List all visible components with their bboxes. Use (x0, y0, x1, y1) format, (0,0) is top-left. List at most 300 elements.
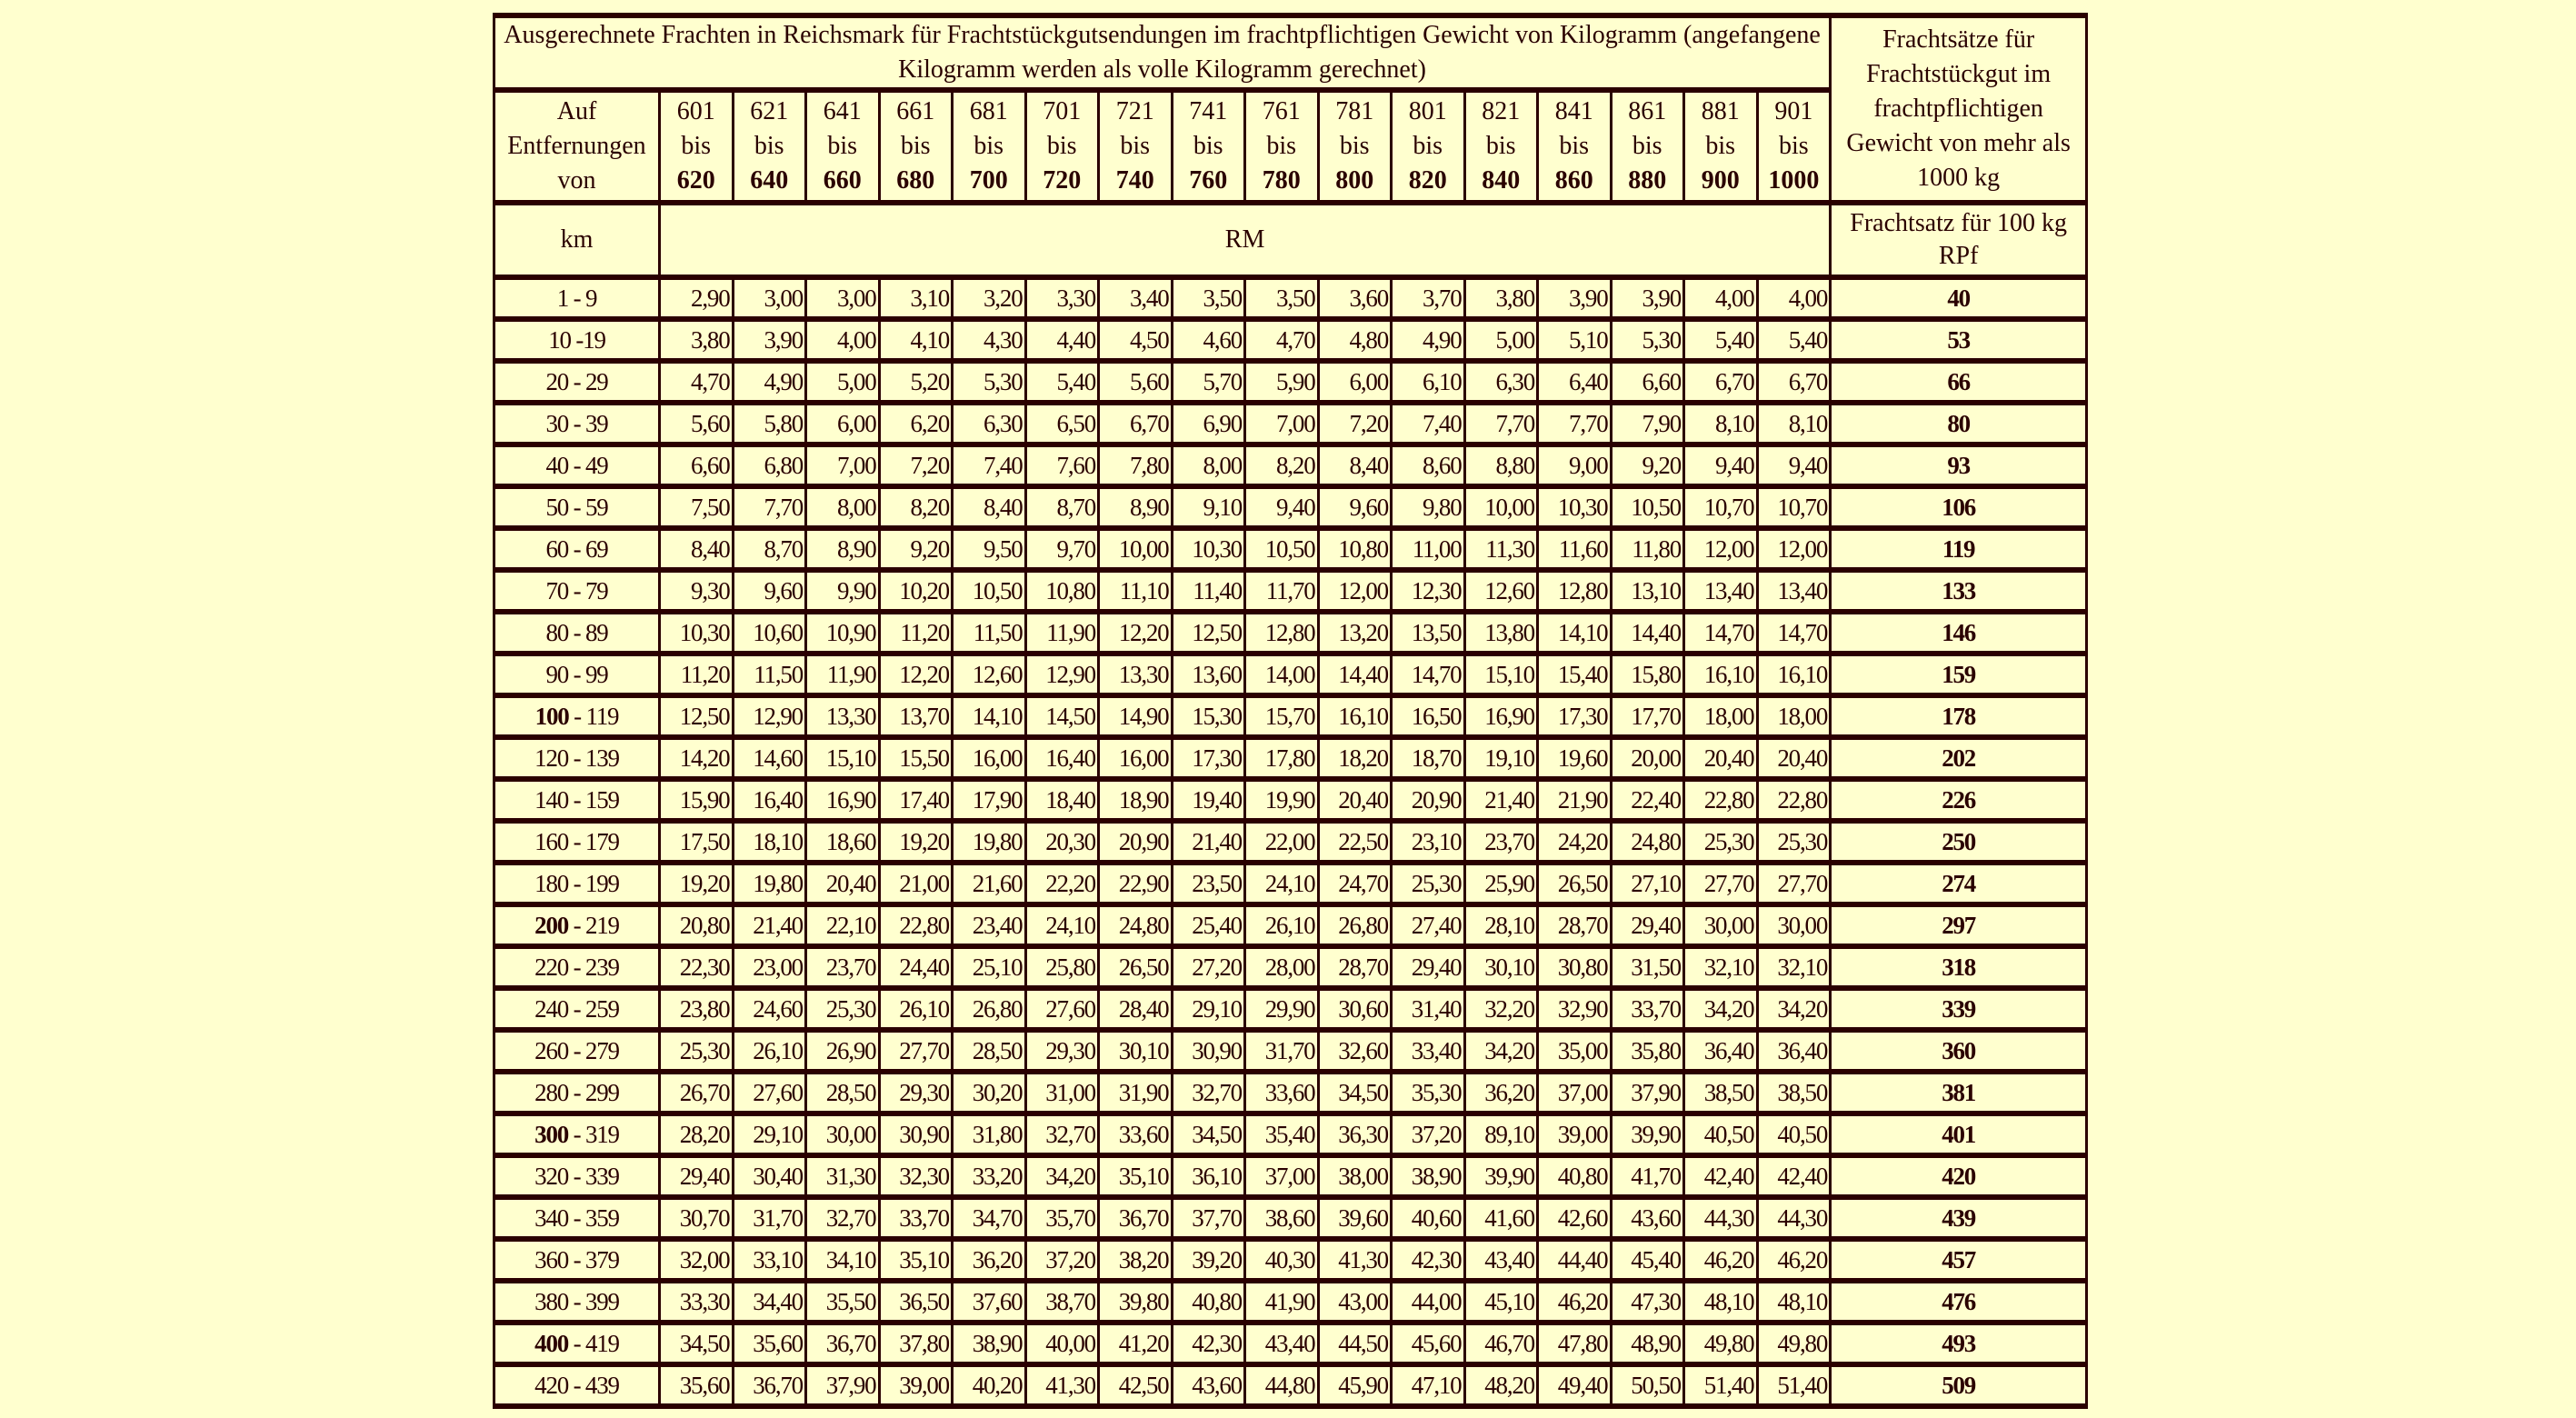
freight-value-cell: 10,60 (733, 612, 806, 654)
freight-value-cell: 31,80 (953, 1113, 1026, 1155)
freight-value-cell: 17,40 (879, 779, 953, 821)
freight-value-cell: 22,80 (879, 904, 953, 946)
freight-value-cell: 12,80 (1538, 570, 1612, 612)
freight-value-cell: 27,10 (1611, 863, 1684, 904)
freight-value-cell: 24,40 (879, 946, 953, 988)
freight-value-cell: 4,10 (879, 319, 953, 361)
freight-value-cell: 27,70 (879, 1030, 953, 1072)
freight-value-cell: 31,70 (733, 1197, 806, 1239)
weight-range-header (1611, 90, 1684, 203)
freight-value-cell: 11,00 (1392, 528, 1465, 570)
distance-label-line: Entfernungen (507, 132, 646, 160)
distance-from-bold: 100 (534, 702, 569, 730)
freight-value-cell: 25,30 (1757, 821, 1831, 863)
freight-value-cell: 24,10 (1245, 863, 1319, 904)
freight-value-cell: 14,40 (1611, 612, 1684, 654)
freight-value-cell: 3,60 (1318, 277, 1392, 319)
freight-value-cell: 7,00 (1245, 403, 1319, 444)
weight-to: 800 (1335, 166, 1374, 195)
freight-value-cell: 23,70 (1464, 821, 1538, 863)
freight-value-cell: 49,80 (1684, 1323, 1758, 1364)
freight-value-cell: 9,70 (1025, 528, 1099, 570)
freight-value-cell: 11,80 (1611, 528, 1684, 570)
weight-bis: bis (1266, 132, 1297, 160)
freight-value-cell: 38,50 (1757, 1072, 1831, 1113)
freight-value-cell: 13,30 (806, 695, 880, 737)
weight-range-header (1538, 90, 1612, 203)
weight-bis: bis (1120, 132, 1151, 160)
freight-value-cell: 11,90 (1025, 612, 1099, 654)
freight-value-cell: 40,00 (1025, 1323, 1099, 1364)
freight-value-cell: 49,40 (1538, 1364, 1612, 1406)
freight-value-cell: 6,00 (806, 403, 880, 444)
freight-value-cell: 33,70 (879, 1197, 953, 1239)
weight-range-header (1684, 90, 1758, 203)
freight-value-cell: 26,80 (1318, 904, 1392, 946)
freight-value-cell: 12,50 (660, 695, 734, 737)
freight-value-cell: 31,70 (1245, 1030, 1319, 1072)
freight-value-cell: 36,70 (733, 1364, 806, 1406)
distance-cell: 220 - 239 (494, 946, 660, 988)
freight-value-cell: 10,50 (1245, 528, 1319, 570)
freight-value-cell: 5,10 (1538, 319, 1612, 361)
table-row (494, 695, 2087, 737)
table-row (494, 612, 2087, 654)
freight-value-cell: 18,00 (1684, 695, 1758, 737)
freight-value-cell: 20,40 (1684, 737, 1758, 779)
freight-value-cell: 22,00 (1245, 821, 1319, 863)
freight-value-cell: 29,30 (879, 1072, 953, 1113)
freight-value-cell: 38,20 (1099, 1239, 1173, 1281)
rate-cell: 274 (1831, 863, 2087, 904)
freight-value-cell: 26,50 (1538, 863, 1612, 904)
freight-value-cell: 44,80 (1245, 1364, 1319, 1406)
rate-cell: 297 (1831, 904, 2087, 946)
freight-value-cell: 7,70 (733, 486, 806, 528)
rate-cell: 80 (1831, 403, 2087, 444)
freight-value-cell: 30,10 (1464, 946, 1538, 988)
table-row (494, 570, 2087, 612)
freight-value-cell: 9,90 (806, 570, 880, 612)
freight-value-cell: 10,70 (1757, 486, 1831, 528)
freight-value-cell: 11,60 (1538, 528, 1612, 570)
weight-range-header (1025, 90, 1099, 203)
freight-value-cell: 36,70 (806, 1323, 880, 1364)
freight-value-cell: 20,30 (1025, 821, 1099, 863)
distance-rest: - 319 (568, 1120, 619, 1148)
freight-value-cell: 19,20 (879, 821, 953, 863)
freight-value-cell: 7,70 (1538, 403, 1612, 444)
freight-value-cell: 3,90 (1538, 277, 1612, 319)
freight-value-cell: 37,60 (953, 1281, 1026, 1323)
freight-value-cell: 30,70 (660, 1197, 734, 1239)
freight-value-cell: 11,30 (1464, 528, 1538, 570)
freight-value-cell: 6,20 (879, 403, 953, 444)
distance-cell: 80 - 89 (494, 612, 660, 654)
table-row (494, 277, 2087, 319)
freight-value-cell: 10,30 (1172, 528, 1245, 570)
rate-cell: 202 (1831, 737, 2087, 779)
freight-value-cell: 48,10 (1684, 1281, 1758, 1323)
freight-value-cell: 27,70 (1757, 863, 1831, 904)
freight-value-cell: 48,20 (1464, 1364, 1538, 1406)
freight-value-cell: 21,40 (1464, 779, 1538, 821)
freight-value-cell: 20,00 (1611, 737, 1684, 779)
freight-value-cell: 9,40 (1684, 444, 1758, 486)
freight-value-cell: 9,00 (1538, 444, 1612, 486)
freight-value-cell: 8,00 (806, 486, 880, 528)
freight-value-cell: 9,20 (879, 528, 953, 570)
freight-value-cell: 8,60 (1392, 444, 1465, 486)
freight-value-cell: 5,40 (1757, 319, 1831, 361)
freight-value-cell: 20,40 (806, 863, 880, 904)
freight-value-cell: 18,90 (1099, 779, 1173, 821)
distance-label-line: Auf (556, 97, 597, 125)
freight-value-cell: 37,00 (1245, 1155, 1319, 1197)
weight-to: 840 (1482, 166, 1521, 195)
freight-value-cell: 34,20 (1464, 1030, 1538, 1072)
freight-value-cell: 29,40 (1392, 946, 1465, 988)
freight-value-cell: 28,70 (1318, 946, 1392, 988)
freight-value-cell: 4,70 (1245, 319, 1319, 361)
freight-value-cell: 6,90 (1172, 403, 1245, 444)
freight-value-cell: 9,40 (1757, 444, 1831, 486)
freight-value-cell: 44,50 (1318, 1323, 1392, 1364)
freight-value-cell: 7,40 (1392, 403, 1465, 444)
freight-value-cell: 24,80 (1611, 821, 1684, 863)
table-row (494, 737, 2087, 779)
distance-from-bold: 200 (534, 911, 569, 939)
weight-bis: bis (754, 132, 784, 160)
freight-value-cell: 36,10 (1172, 1155, 1245, 1197)
freight-value-cell: 43,00 (1318, 1281, 1392, 1323)
freight-value-cell: 14,20 (660, 737, 734, 779)
freight-value-cell: 51,40 (1684, 1364, 1758, 1406)
weight-to: 660 (823, 166, 862, 195)
freight-value-cell: 23,70 (806, 946, 880, 988)
freight-value-cell: 5,40 (1684, 319, 1758, 361)
weight-from: 721 (1115, 97, 1154, 125)
freight-value-cell: 41,30 (1318, 1239, 1392, 1281)
table-row (494, 1323, 2087, 1364)
freight-value-cell: 37,20 (1025, 1239, 1099, 1281)
distance-cell: 360 - 379 (494, 1239, 660, 1281)
weight-range-header (1245, 90, 1319, 203)
freight-value-cell: 29,10 (1172, 988, 1245, 1030)
freight-value-cell: 35,80 (1611, 1030, 1684, 1072)
freight-value-cell: 12,20 (1099, 612, 1173, 654)
table-row (494, 654, 2087, 695)
table-row (494, 904, 2087, 946)
freight-value-cell: 7,90 (1611, 403, 1684, 444)
freight-value-cell: 10,70 (1684, 486, 1758, 528)
freight-value-cell: 3,00 (733, 277, 806, 319)
freight-value-cell: 26,10 (879, 988, 953, 1030)
freight-value-cell: 20,40 (1757, 737, 1831, 779)
weight-from: 821 (1482, 97, 1521, 125)
freight-value-cell: 30,00 (1757, 904, 1831, 946)
rate-cell: 53 (1831, 319, 2087, 361)
freight-value-cell: 41,60 (1464, 1197, 1538, 1239)
freight-value-cell: 33,10 (733, 1239, 806, 1281)
distance-cell (494, 1113, 660, 1155)
freight-value-cell: 16,00 (1099, 737, 1173, 779)
freight-value-cell: 33,30 (660, 1281, 734, 1323)
freight-value-cell: 45,60 (1392, 1323, 1465, 1364)
weight-from: 861 (1628, 97, 1667, 125)
distance-cell: 320 - 339 (494, 1155, 660, 1197)
freight-value-cell: 25,30 (1392, 863, 1465, 904)
freight-value-cell: 21,00 (879, 863, 953, 904)
km-unit: km (494, 203, 660, 277)
weight-range-header (733, 90, 806, 203)
freight-value-cell: 18,60 (806, 821, 880, 863)
freight-value-cell: 38,50 (1684, 1072, 1758, 1113)
freight-value-cell: 33,20 (953, 1155, 1026, 1197)
freight-value-cell: 18,10 (733, 821, 806, 863)
freight-value-cell: 5,60 (660, 403, 734, 444)
weight-from: 881 (1701, 97, 1740, 125)
distance-rest: - 219 (568, 911, 619, 939)
freight-value-cell: 9,50 (953, 528, 1026, 570)
freight-value-cell: 23,10 (1392, 821, 1465, 863)
freight-value-cell: 15,90 (660, 779, 734, 821)
rate-cell: 401 (1831, 1113, 2087, 1155)
freight-value-cell: 35,30 (1392, 1072, 1465, 1113)
rate-cell: 493 (1831, 1323, 2087, 1364)
rate-cell: 439 (1831, 1197, 2087, 1239)
weight-from: 761 (1262, 97, 1301, 125)
freight-value-cell: 89,10 (1464, 1113, 1538, 1155)
rate-cell: 226 (1831, 779, 2087, 821)
table-row (494, 486, 2087, 528)
freight-value-cell: 15,80 (1611, 654, 1684, 695)
freight-value-cell: 34,40 (733, 1281, 806, 1323)
freight-value-cell: 34,20 (1684, 988, 1758, 1030)
freight-value-cell: 26,90 (806, 1030, 880, 1072)
freight-value-cell: 46,20 (1538, 1281, 1612, 1323)
freight-value-cell: 4,80 (1318, 319, 1392, 361)
freight-value-cell: 11,40 (1172, 570, 1245, 612)
freight-value-cell: 22,40 (1611, 779, 1684, 821)
freight-value-cell: 13,20 (1318, 612, 1392, 654)
freight-value-cell: 13,80 (1464, 612, 1538, 654)
freight-value-cell: 4,30 (953, 319, 1026, 361)
freight-value-cell: 42,40 (1684, 1155, 1758, 1197)
freight-value-cell: 41,30 (1025, 1364, 1099, 1406)
freight-value-cell: 11,20 (660, 654, 734, 695)
freight-value-cell: 39,90 (1464, 1155, 1538, 1197)
freight-value-cell: 48,90 (1611, 1323, 1684, 1364)
table-row (494, 361, 2087, 403)
freight-value-cell: 34,70 (953, 1197, 1026, 1239)
weight-bis: bis (1559, 132, 1590, 160)
table-row (494, 821, 2087, 863)
distance-cell: 420 - 439 (494, 1364, 660, 1406)
rate-cell: 457 (1831, 1239, 2087, 1281)
freight-value-cell: 36,70 (1099, 1197, 1173, 1239)
weight-from: 801 (1408, 97, 1447, 125)
rate-cell: 360 (1831, 1030, 2087, 1072)
freight-value-cell: 7,50 (660, 486, 734, 528)
weight-bis: bis (1193, 132, 1223, 160)
freight-value-cell: 35,70 (1025, 1197, 1099, 1239)
freight-value-cell: 15,50 (879, 737, 953, 779)
rm-unit: RM (660, 203, 1831, 277)
freight-value-cell: 30,90 (1172, 1030, 1245, 1072)
freight-value-cell: 28,50 (806, 1072, 880, 1113)
weight-from: 781 (1335, 97, 1374, 125)
freight-value-cell: 14,60 (733, 737, 806, 779)
freight-value-cell: 14,50 (1025, 695, 1099, 737)
weight-range-header (1464, 90, 1538, 203)
freight-value-cell: 4,60 (1172, 319, 1245, 361)
freight-value-cell: 34,20 (1757, 988, 1831, 1030)
freight-value-cell: 40,60 (1392, 1197, 1465, 1239)
freight-value-cell: 19,90 (1245, 779, 1319, 821)
freight-value-cell: 13,40 (1757, 570, 1831, 612)
freight-value-cell: 12,80 (1245, 612, 1319, 654)
freight-value-cell: 45,10 (1464, 1281, 1538, 1323)
weight-bis: bis (1339, 132, 1370, 160)
freight-value-cell: 20,40 (1318, 779, 1392, 821)
freight-value-cell: 25,80 (1025, 946, 1099, 988)
freight-value-cell: 16,40 (1025, 737, 1099, 779)
freight-value-cell: 4,90 (1392, 319, 1465, 361)
weight-from: 641 (823, 97, 862, 125)
distance-label (494, 90, 660, 203)
table-row (494, 946, 2087, 988)
freight-value-cell: 30,10 (1099, 1030, 1173, 1072)
distance-rest: - 419 (568, 1329, 619, 1357)
distance-cell: 30 - 39 (494, 403, 660, 444)
freight-value-cell: 36,50 (879, 1281, 953, 1323)
freight-value-cell: 19,40 (1172, 779, 1245, 821)
freight-rate-table (493, 13, 2088, 1409)
freight-value-cell: 5,00 (1464, 319, 1538, 361)
freight-value-cell: 19,60 (1538, 737, 1612, 779)
weight-from: 741 (1189, 97, 1228, 125)
distance-cell: 180 - 199 (494, 863, 660, 904)
freight-value-cell: 30,60 (1318, 988, 1392, 1030)
freight-value-cell: 11,50 (733, 654, 806, 695)
freight-value-cell: 47,80 (1538, 1323, 1612, 1364)
rate-cell: 420 (1831, 1155, 2087, 1197)
weight-to: 860 (1554, 166, 1593, 195)
freight-value-cell: 6,60 (660, 444, 734, 486)
freight-value-cell: 6,00 (1318, 361, 1392, 403)
weight-range-header (660, 90, 734, 203)
freight-value-cell: 13,10 (1611, 570, 1684, 612)
freight-value-cell: 44,40 (1538, 1239, 1612, 1281)
distance-cell: 260 - 279 (494, 1030, 660, 1072)
freight-value-cell: 12,60 (953, 654, 1026, 695)
freight-value-cell: 10,20 (879, 570, 953, 612)
weight-range-header (1318, 90, 1392, 203)
weight-from: 681 (969, 97, 1008, 125)
freight-value-cell: 42,40 (1757, 1155, 1831, 1197)
freight-value-cell: 6,30 (1464, 361, 1538, 403)
freight-value-cell: 3,00 (806, 277, 880, 319)
freight-value-cell: 16,10 (1757, 654, 1831, 695)
weight-bis: bis (1413, 132, 1443, 160)
freight-value-cell: 4,50 (1099, 319, 1173, 361)
freight-value-cell: 34,20 (1025, 1155, 1099, 1197)
freight-value-cell: 43,40 (1245, 1323, 1319, 1364)
freight-value-cell: 13,50 (1392, 612, 1465, 654)
rate-cell: 133 (1831, 570, 2087, 612)
freight-value-cell: 25,10 (953, 946, 1026, 988)
freight-value-cell: 45,40 (1611, 1239, 1684, 1281)
freight-value-cell: 6,10 (1392, 361, 1465, 403)
table-row (494, 319, 2087, 361)
freight-value-cell: 17,70 (1611, 695, 1684, 737)
freight-value-cell: 4,90 (733, 361, 806, 403)
freight-value-cell: 30,40 (733, 1155, 806, 1197)
rate-cell: 66 (1831, 361, 2087, 403)
freight-value-cell: 7,00 (806, 444, 880, 486)
freight-value-cell: 30,00 (806, 1113, 880, 1155)
table-row (494, 988, 2087, 1030)
weight-to: 780 (1262, 166, 1301, 195)
freight-value-cell: 6,50 (1025, 403, 1099, 444)
freight-value-cell: 20,80 (660, 904, 734, 946)
freight-value-cell: 22,50 (1318, 821, 1392, 863)
freight-value-cell: 14,70 (1392, 654, 1465, 695)
freight-value-cell: 28,50 (953, 1030, 1026, 1072)
freight-value-cell: 33,70 (1611, 988, 1684, 1030)
rate-cell: 339 (1831, 988, 2087, 1030)
freight-value-cell: 31,30 (806, 1155, 880, 1197)
freight-value-cell: 31,00 (1025, 1072, 1099, 1113)
distance-cell: 1 - 9 (494, 277, 660, 319)
freight-value-cell: 23,80 (660, 988, 734, 1030)
freight-value-cell: 3,10 (879, 277, 953, 319)
freight-value-cell: 44,30 (1684, 1197, 1758, 1239)
freight-value-cell: 3,80 (660, 319, 734, 361)
freight-value-cell: 40,80 (1538, 1155, 1612, 1197)
freight-value-cell: 9,60 (1318, 486, 1392, 528)
freight-value-cell: 30,90 (879, 1113, 953, 1155)
freight-value-cell: 10,90 (806, 612, 880, 654)
freight-value-cell: 40,50 (1684, 1113, 1758, 1155)
freight-value-cell: 5,80 (733, 403, 806, 444)
freight-value-cell: 23,00 (733, 946, 806, 988)
freight-value-cell: 4,00 (806, 319, 880, 361)
freight-value-cell: 38,60 (1245, 1197, 1319, 1239)
freight-value-cell: 38,90 (953, 1323, 1026, 1364)
freight-value-cell: 29,90 (1245, 988, 1319, 1030)
freight-value-cell: 39,80 (1099, 1281, 1173, 1323)
weight-range-header (1172, 90, 1245, 203)
freight-value-cell: 21,60 (953, 863, 1026, 904)
freight-value-cell: 42,50 (1099, 1364, 1173, 1406)
freight-value-cell: 3,90 (733, 319, 806, 361)
freight-value-cell: 8,40 (660, 528, 734, 570)
freight-value-cell: 32,70 (1025, 1113, 1099, 1155)
weight-range-header (806, 90, 880, 203)
freight-value-cell: 17,80 (1245, 737, 1319, 779)
weight-bis: bis (681, 132, 712, 160)
freight-value-cell: 21,90 (1538, 779, 1612, 821)
weight-to: 680 (896, 166, 935, 195)
freight-value-cell: 8,00 (1172, 444, 1245, 486)
freight-value-cell: 17,30 (1538, 695, 1612, 737)
freight-value-cell: 11,20 (879, 612, 953, 654)
freight-value-cell: 38,70 (1025, 1281, 1099, 1323)
freight-value-cell: 7,60 (1025, 444, 1099, 486)
freight-value-cell: 17,90 (953, 779, 1026, 821)
